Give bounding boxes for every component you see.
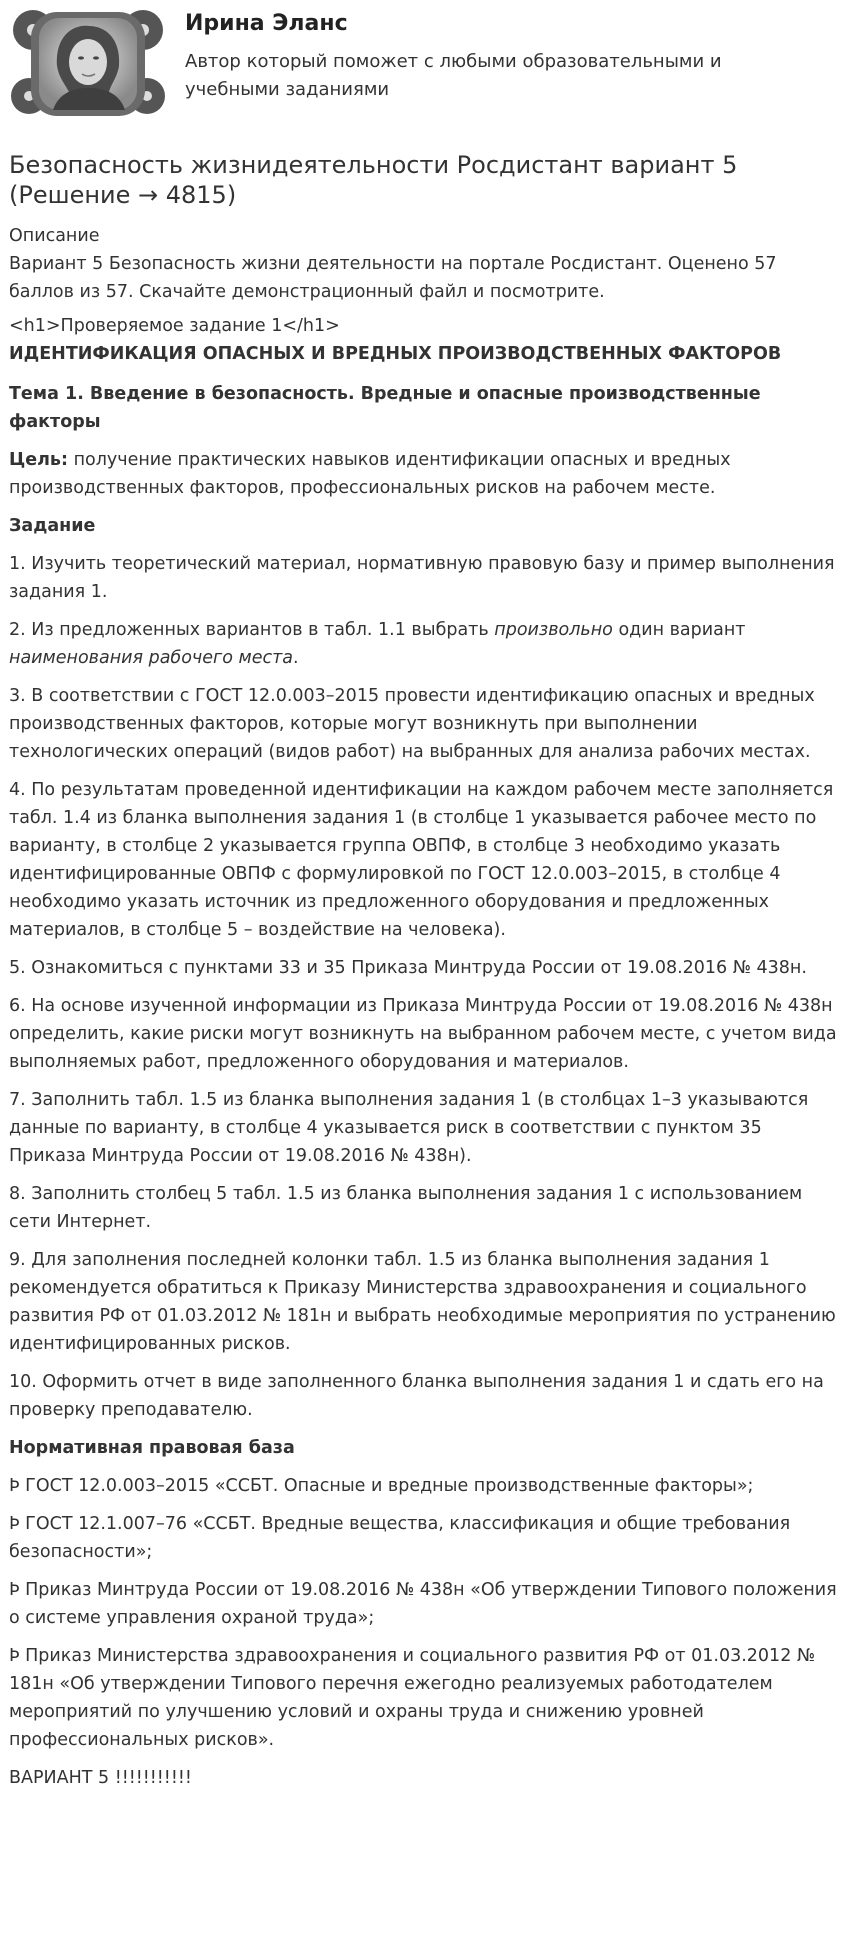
- task-step-2: [9, 616, 839, 672]
- legal-base-item: Þ Приказ Минтруда России от 19.08.2016 № 438н «Об утверждении Типового положения о системе управления охраной труда»;: [9, 1580, 837, 1628]
- task-step-5: 5. Ознакомиться с пунктами 33 и 35 Приказа Минтруда России от 19.08.2016 № 438н.: [9, 958, 807, 978]
- step2-italic-workplace: наименования рабочего места: [9, 648, 294, 668]
- task-step-7: 7. Заполнить табл. 1.5 из бланка выполнения задания 1 (в столбцах 1–3 указываются данные по варианту, в столбце 4 указывается риск в соответствии с пунктом 35 Приказа Минтруда России от 19.08.2016 № 438н).: [9, 1090, 809, 1166]
- task-step-3: 3. В соответствии с ГОСТ 12.0.003–2015 провести идентификацию опасных и вредных производственных факторов, которые могут возникнуть при выполнении технологических операций (видов работ) на выбранных для анализа рабочих местах.: [9, 686, 815, 762]
- author-avatar[interactable]: [9, 4, 167, 122]
- page: [9, 0, 839, 1792]
- step2-text-e: .: [293, 648, 299, 668]
- goal-paragraph: [9, 446, 839, 502]
- author-name[interactable]: Ирина Эланс: [185, 11, 348, 36]
- task-step-9: 9. Для заполнения последней колонки табл. 1.5 из бланка выполнения задания 1 рекомендуется обратиться к Приказу Министерства здравоохранения и социального развития РФ от 01.03.2012 № 181н и выбрать необходимые мероприятия по устранению идентифицированных рисков.: [9, 1250, 836, 1354]
- task-step-8: 8. Заполнить столбец 5 табл. 1.5 из бланка выполнения задания 1 с использованием сети Интернет.: [9, 1184, 803, 1232]
- task-heading-raw: <h1>Проверяемое задание 1</h1>: [9, 316, 340, 336]
- description-text: Вариант 5 Безопасность жизни деятельности на портале Росдистант. Оценено 57 баллов из 57. Скачайте демонстрационный файл и посмотрите.: [9, 254, 777, 302]
- author-card: [9, 0, 839, 122]
- step2-text-c: один вариант: [612, 620, 746, 640]
- author-description: Автор который поможет с любыми образовательными и учебными заданиями: [185, 51, 722, 100]
- task-step-4: 4. По результатам проведенной идентификации на каждом рабочем месте заполняется табл. 1.4 из бланка выполнения задания 1 (в столбце 1 указывается рабочее место по варианту, в столбце 2 указывается группа ОВПФ, в столбце 3 необходимо указать идентифицированные ОВПФ с формулировкой по ГОСТ 12.0.003–2015, в столбце 4 необходимо указать источник из предложенного оборудования и предложенных материалов, в столбце 5 – воздействие на человека).: [9, 780, 834, 940]
- legal-base-item: Þ Приказ Министерства здравоохранения и социального развития РФ от 01.03.2012 № 181н «Об утверждении Типового перечня ежегодно реализуемых работодателем мероприятий по улучшению условий и охраны труда и снижению уровней профессиональных рисков».: [9, 1646, 816, 1750]
- goal-text: получение практических навыков идентификации опасных и вредных производственных факторов, профессиональных рисков на рабочем месте.: [9, 450, 731, 498]
- page-title: Безопасность жизнидеятельности Росдистант вариант 5 (Решение → 4815): [9, 151, 738, 209]
- task-label: Задание: [9, 516, 96, 536]
- theme-heading: Тема 1. Введение в безопасность. Вредные и опасные производственные факторы: [9, 384, 761, 432]
- step2-italic-arbitrary: произвольно: [494, 620, 613, 640]
- variant-line: ВАРИАНТ 5 !!!!!!!!!!!: [9, 1768, 192, 1788]
- task-step-10: 10. Оформить отчет в виде заполненного бланка выполнения задания 1 и сдать его на проверку преподавателю.: [9, 1372, 824, 1420]
- description-label: Описание: [9, 226, 100, 246]
- legal-base-item: Þ ГОСТ 12.0.003–2015 «ССБТ. Опасные и вредные производственные факторы»;: [9, 1476, 754, 1496]
- task-step-6: 6. На основе изученной информации из Приказа Минтруда России от 19.08.2016 № 438н определить, какие риски могут возникнуть на выбранном рабочем месте, с учетом вида выполняемых работ, предложенного оборудования и материалов.: [9, 996, 837, 1072]
- legal-base-item: Þ ГОСТ 12.1.007–76 «ССБТ. Вредные вещества, классификация и общие требования безопасности»;: [9, 1514, 791, 1562]
- goal-label: Цель:: [9, 450, 68, 470]
- task-step-1: 1. Изучить теоретический материал, нормативную правовую базу и пример выполнения задания 1.: [9, 554, 835, 602]
- step2-text-a: 2. Из предложенных вариантов в табл. 1.1 выбрать: [9, 620, 495, 640]
- legal-base-label: Нормативная правовая база: [9, 1438, 295, 1458]
- section-heading: ИДЕНТИФИКАЦИЯ ОПАСНЫХ И ВРЕДНЫХ ПРОИЗВОДСТВЕННЫХ ФАКТОРОВ: [9, 344, 782, 364]
